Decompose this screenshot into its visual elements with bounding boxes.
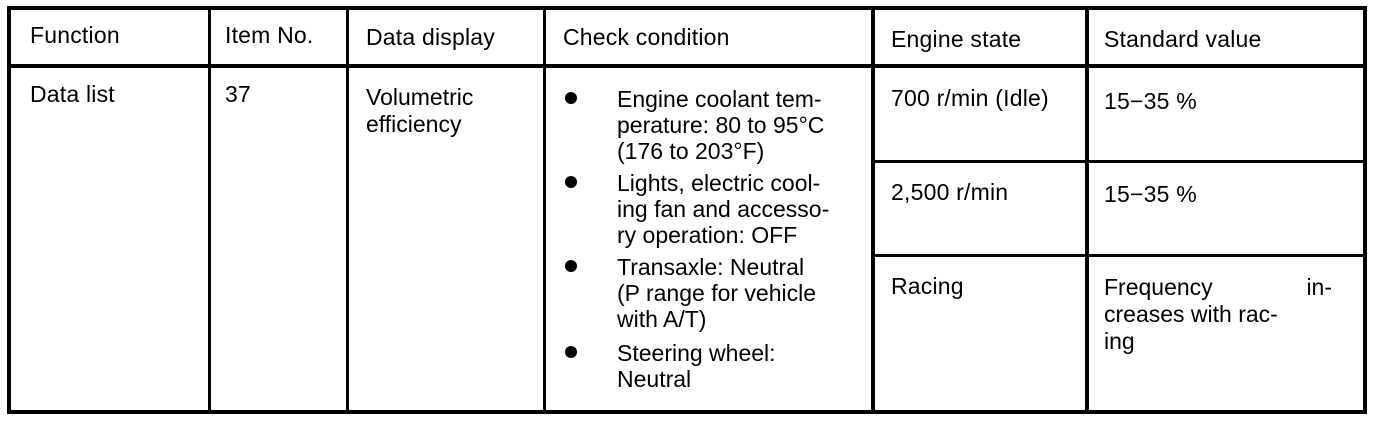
check-condition-text: Engine coolant tem- perature: 80 to 95°C (176 to 203°F) [617, 86, 825, 164]
row-divider [873, 254, 1365, 257]
header-item-no: Item No. [225, 22, 314, 48]
header-function: Function [30, 22, 120, 48]
cell-engine-state: 700 r/min (Idle) [891, 85, 1049, 111]
header-engine-state: Engine state [891, 26, 1022, 52]
bullet-icon [565, 260, 577, 272]
cell-function: Data list [30, 81, 115, 107]
row-divider [873, 160, 1365, 163]
column-divider [346, 8, 349, 412]
column-divider [543, 8, 546, 412]
cell-data-display-line: efficiency [366, 111, 462, 137]
cell-data-display-line: Volumetric [366, 84, 474, 110]
check-condition-text: Lights, electric cool- ing fan and accesso- ry operation: OFF [617, 170, 830, 248]
column-divider [1085, 8, 1089, 412]
cell-standard-value: 15−35 % [1104, 88, 1197, 114]
cell-data-display [366, 84, 536, 138]
cell-standard-value [1104, 274, 1332, 355]
bullet-icon [565, 176, 577, 188]
cell-engine-state: 2,500 r/min [891, 179, 1009, 205]
column-divider [208, 8, 211, 412]
check-condition-text: Transaxle: Neutral (P range for vehicle with A/T) [617, 254, 817, 332]
standard-value-line: ing [1104, 328, 1135, 354]
column-divider [871, 8, 875, 412]
header-divider [9, 64, 1365, 68]
bullet-icon [565, 346, 577, 358]
standard-value-line: Frequency in- [1104, 274, 1332, 300]
cell-engine-state: Racing [891, 273, 964, 299]
cell-item-no: 37 [225, 81, 251, 107]
header-check-condition: Check condition [563, 24, 730, 50]
header-data-display: Data display [366, 24, 495, 50]
standard-value-line: creases with rac- [1104, 301, 1278, 327]
check-condition-text: Steering wheel: Neutral [617, 340, 776, 392]
header-standard-value: Standard value [1104, 26, 1262, 52]
bullet-icon [565, 92, 577, 104]
cell-standard-value: 15−35 % [1104, 181, 1197, 207]
